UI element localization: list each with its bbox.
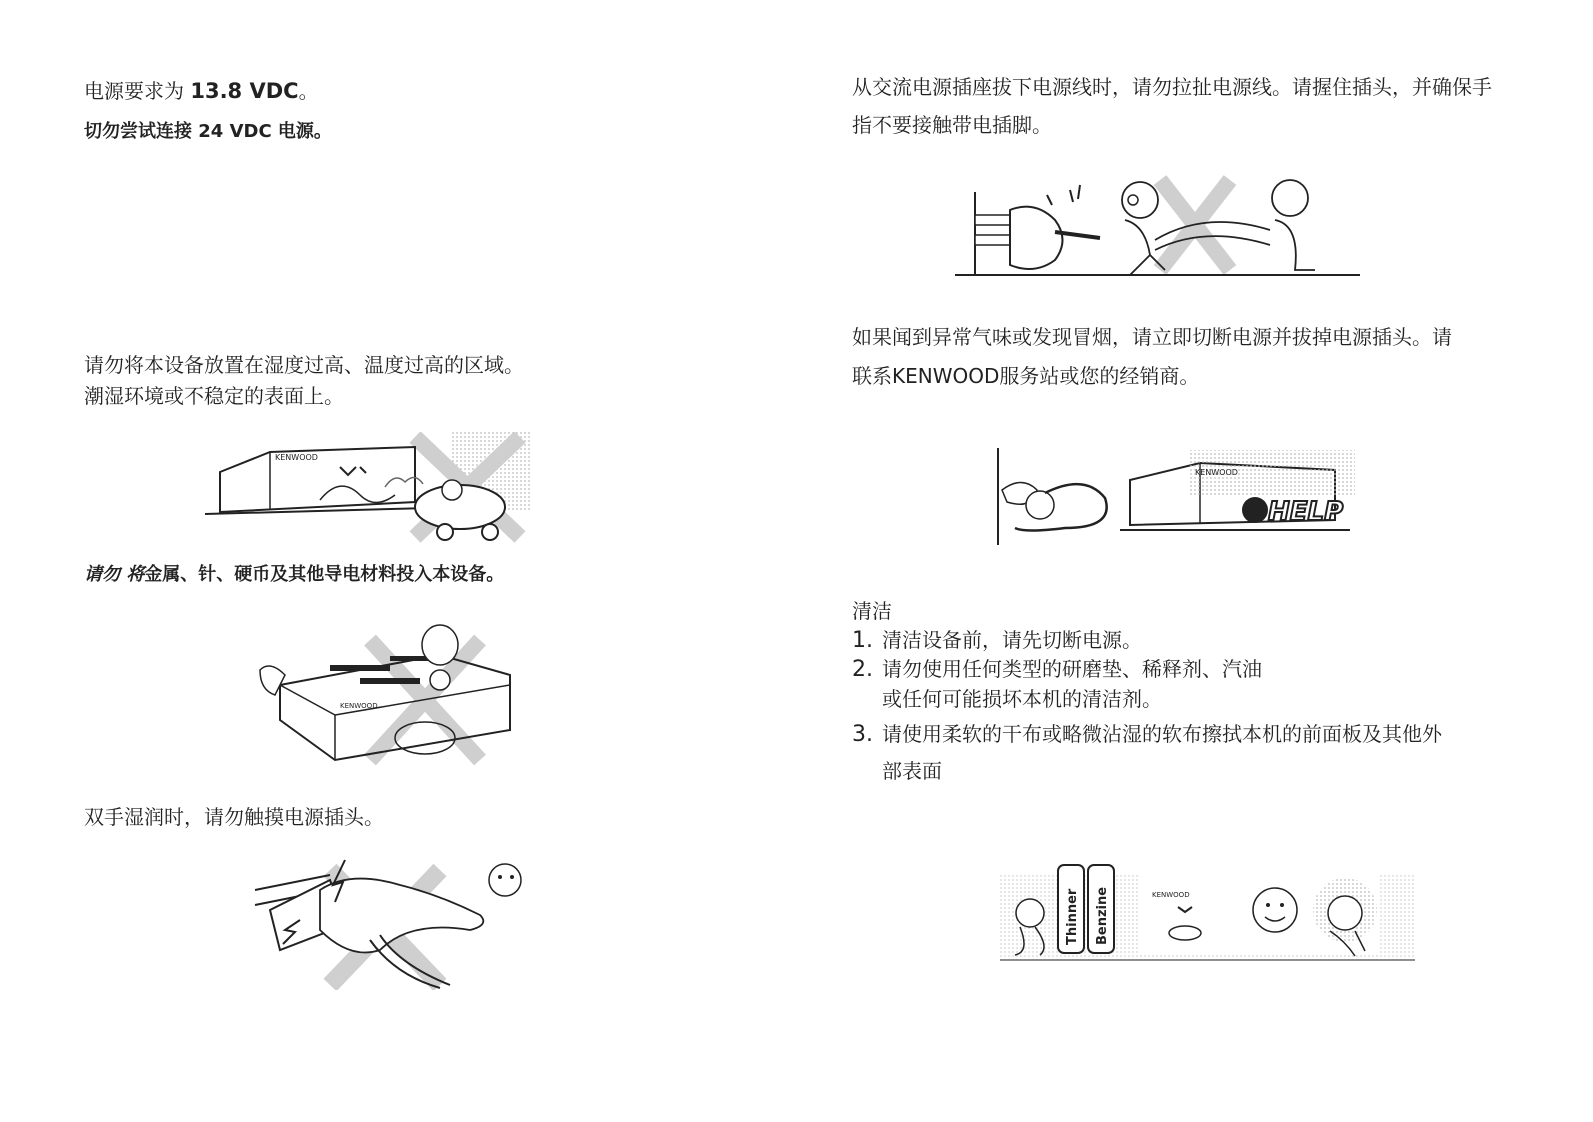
metal-objects-warning: 请勿 将金属、针、硬币及其他导电材料投入本设备。 xyxy=(84,564,505,585)
smoke-illustration xyxy=(990,445,1355,550)
humidity-warning-line1: 请勿将本设备放置在湿度过高、温度过高的区域。 xyxy=(84,353,524,377)
power-requirement-text: 电源要求为 13.8 VDC。 xyxy=(84,79,319,103)
benzine-label: Benzine xyxy=(1095,886,1110,945)
cleaning-item-3-line2: 部表面 xyxy=(882,759,942,783)
cleaning-item-1: 1. 清洁设备前，请先切断电源。 xyxy=(852,628,1142,653)
thinner-label: Thinner xyxy=(1065,888,1080,945)
humidity-warning-line2: 潮湿环境或不稳定的表面上。 xyxy=(84,384,344,408)
unplug-illustration xyxy=(955,170,1360,280)
brand-label: KENWOOD xyxy=(340,702,378,710)
brand-label: KENWOOD xyxy=(275,453,318,462)
unplug-warning-line2: 指不要接触带电插脚。 xyxy=(852,113,1052,137)
cleaning-item-2: 2. 请勿使用任何类型的研磨垫、稀释剂、汽油 xyxy=(852,657,1262,682)
cleaning-illustration xyxy=(1000,855,1415,965)
brand-label: KENWOOD xyxy=(1152,891,1190,899)
help-label: HELP xyxy=(1268,497,1344,527)
wet-hands-warning: 双手湿润时，请勿触摸电源插头。 xyxy=(84,805,384,829)
cleaning-title: 清洁 xyxy=(852,599,892,623)
power-warning-text: 切勿尝试连接 24 VDC 电源。 xyxy=(84,121,332,142)
wet-hands-illustration xyxy=(250,850,535,990)
smoke-warning-line2: 联系KENWOOD服务站或您的经销商。 xyxy=(852,364,1200,388)
cleaning-item-3: 3. 请使用柔软的干布或略微沾湿的软布擦拭本机的前面板及其他外 xyxy=(852,722,1442,747)
humidity-illustration xyxy=(200,432,535,547)
unplug-warning-line1: 从交流电源插座拔下电源线时，请勿拉扯电源线。请握住插头，并确保手 xyxy=(852,75,1492,99)
cleaning-item-2-line2: 或任何可能损坏本机的清洁剂。 xyxy=(882,687,1162,711)
brand-label: KENWOOD xyxy=(1195,468,1238,477)
metal-objects-illustration xyxy=(240,610,525,770)
smoke-warning-line1: 如果闻到异常气味或发现冒烟，请立即切断电源并拔掉电源插头。请 xyxy=(852,325,1452,349)
